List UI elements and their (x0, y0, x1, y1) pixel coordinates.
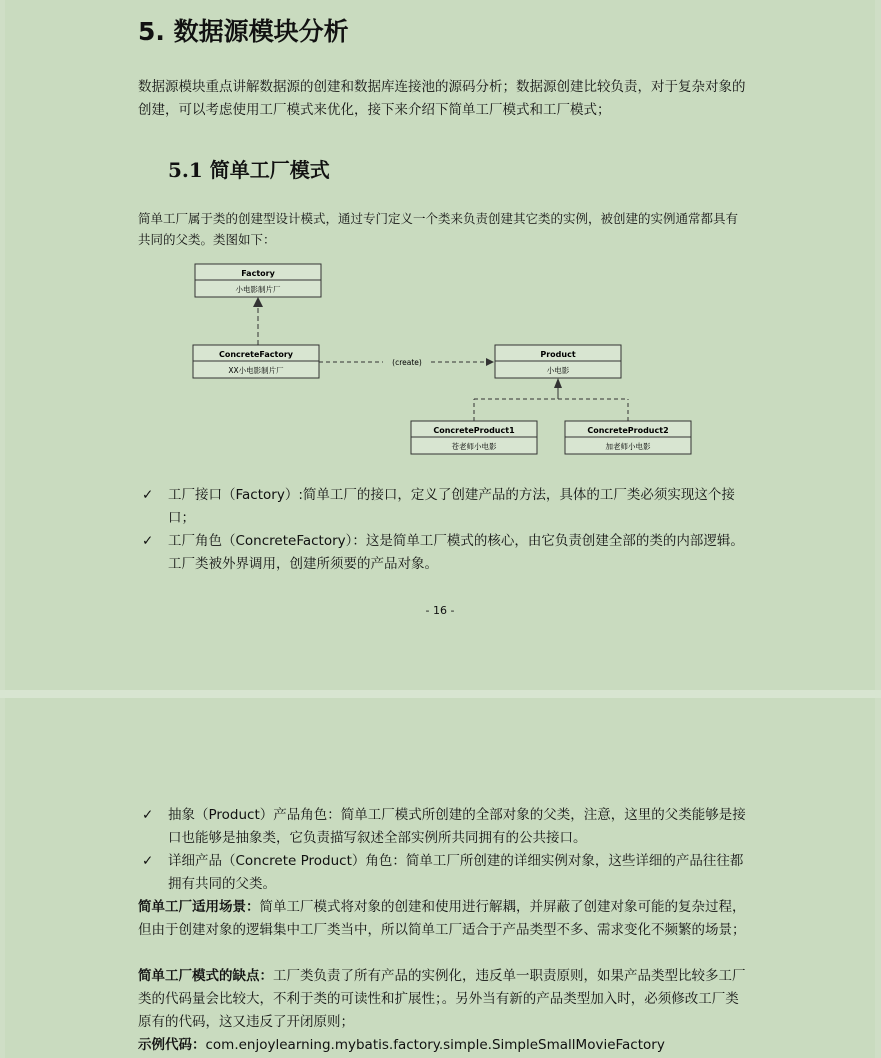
product-class-box (495, 345, 621, 378)
check-icon: ✓ (142, 807, 154, 823)
class-diagram (5, 0, 875, 470)
scenario-label: 简单工厂适用场景： (138, 899, 260, 915)
intro-paragraph: 数据源模块重点讲解数据源的创建和数据库连接池的源码分析；数据源创建比较负责，对于复杂对象的创建，可以考虑使用工厂模式来优化，接下来介绍下简单工厂模式和工厂模式； (138, 79, 746, 118)
check-icon: ✓ (142, 533, 154, 549)
subsection-heading: 5.1 简单工厂模式 (168, 158, 330, 182)
create-label: (create) (392, 358, 422, 367)
bullet-item-concrete-factory: ✓ 工厂角色（ConcreteFactory）：这是简单工厂模式的核心，由它负责创建全部的类的内部逻辑。工厂类被外界调用，创建所须要的产品对象。 (138, 530, 750, 576)
page-number: - 16 - (425, 604, 455, 617)
description-paragraph: 简单工厂属于类的创建型设计模式，通过专门定义一个类来负责创建其它类的实例，被创建的实例通常都具有共同的父类。类图如下： (138, 211, 739, 247)
drawback-text: 工厂类负责了所有产品的实例化，违反单一职责原则，如果产品类型比较多工厂类的代码量会比较大，不利于类的可读性和扩展性；。另外当有新的产品类型加入时，必须修改工厂类原有的代码，这又违反了开闭原则； (138, 968, 746, 1030)
inheritance-arrowhead-product (554, 378, 562, 388)
concrete-product2-class-box (565, 421, 691, 454)
concrete-factory-class-title: ConcreteFactory (218, 350, 294, 359)
product-class-title: Product (540, 350, 576, 359)
drawback-label: 简单工厂模式的缺点： (138, 968, 273, 984)
document-page-17 (5, 698, 875, 1058)
concrete-product2-class-title: ConcreteProduct2 (587, 426, 669, 435)
document-page-16 (5, 0, 875, 690)
concrete-product1-class-subtitle: 苍老师小电影 (451, 442, 497, 451)
concrete-product2-class-subtitle: 加老师小电影 (605, 442, 651, 451)
factory-class-box (195, 264, 321, 297)
concrete-product1-class-title: ConcreteProduct1 (433, 426, 515, 435)
check-icon: ✓ (142, 853, 154, 869)
scenario-paragraph (138, 896, 750, 942)
product-class-subtitle: 小电影 (546, 366, 570, 375)
example-paragraph (138, 1034, 750, 1057)
check-icon: ✓ (142, 487, 154, 503)
bullet-list-page2 (138, 804, 750, 896)
concrete-factory-class-subtitle: XX小电影制片厂 (228, 366, 284, 375)
bullet-item-concrete-product: ✓ 详细产品（Concrete Product）角色：简单工厂所创建的详细实例对象，这些详细的产品往往都拥有共同的父类。 (138, 850, 750, 896)
bullet-item-product: ✓ 抽象（Product）产品角色：简单工厂模式所创建的全部对象的父类，注意，这里的父类能够是接口也能够是抽象类，它负责描写叙述全部实例所共同拥有的公共接口。 (138, 804, 750, 850)
section-heading: 5. 数据源模块分析 (138, 17, 349, 46)
page-break (0, 690, 881, 698)
concrete-factory-class-box (193, 345, 319, 378)
concrete-product1-class-box (411, 421, 537, 454)
bullet-list-page1 (138, 484, 750, 576)
bullet-item-factory: ✓ 工厂接口（Factory）:简单工厂的接口，定义了创建产品的方法，具体的工厂类必须实现这个接口； (138, 484, 750, 530)
factory-class-subtitle: 小电影制片厂 (235, 285, 281, 294)
factory-class-title: Factory (241, 269, 275, 278)
realization-arrowhead-factory (253, 297, 263, 307)
scenario-text: 简单工厂模式将对象的创建和使用进行解耦，并屏蔽了创建对象可能的复杂过程，但由于创建对象的逻辑集中工厂类当中，所以简单工厂适合于产品类型不多、需求变化不频繁的场景； (138, 899, 746, 938)
drawback-paragraph (138, 965, 750, 1034)
example-code-path: com.enjoylearning.mybatis.factory.simple.SimpleSmallMovieFactory (205, 1037, 665, 1053)
example-label: 示例代码： (138, 1037, 206, 1053)
